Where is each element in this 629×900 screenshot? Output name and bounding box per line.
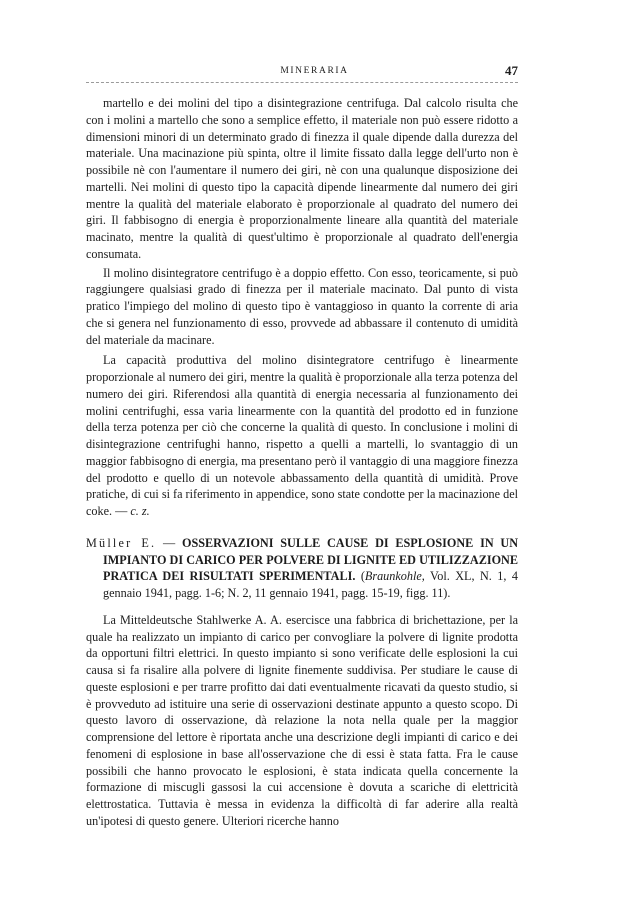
header-rule	[86, 82, 518, 83]
page-number: 47	[505, 63, 518, 78]
running-title: MINERARIA	[280, 66, 349, 76]
reference-details: Vol. XL, N. 1, 4 gennaio 1941, pagg. 1-6; N. 2, 11 gennaio 1941, pagg. 15-19, figg. 11).	[103, 569, 518, 600]
author-initials: c. z.	[130, 504, 150, 518]
paragraph-capacity-conclusion	[86, 352, 518, 520]
paragraph-centrifugal-mill: Il molino disintegratore centrifugo è a doppio effetto. Con esso, teoricamente, si può raggiungere qualsiasi grado di finezza per il materiale macinato. Dal punto di vista pratico l'impiego del molino di questo tipo è vantaggioso in quanto la corrente di aria che si genera nel funzionamento di esso, provvede ad abbassare il contenuto di umidità del materiale da macinare.	[86, 265, 518, 347]
reference-heading	[86, 535, 518, 602]
reference-author: Müller E.	[86, 535, 157, 550]
paragraph-capacity-text: La capacità produttiva del molino disintegratore centrifugo è linearmente proporzionale al numero dei giri, mentre la qualità è proporzionale alla terza potenza del numero dei giri. Riferendosi alla quantità di energia necessaria al funzionamento dei molini centrifughi, essa varia linearmente con la quantità del prodotto ed in funzione della terza potenza per ciò che concerne la qualità di questo. In conclusione i molini di disintegrazione centrifughi hanno, rispetto a quelli a martelli, lo svantaggio di un maggior fabbisogno di energia, ma presentano però il vantaggio di una maggiore finezza del prodotto e quello di un notevole abbassamento della quantità di umidità. Prove pratiche, di cui si fa riferimento in appendice, sono state condotte per la macinazione del coke. —	[86, 353, 518, 518]
body-text	[86, 95, 518, 830]
paragraph-explosion-study: La Mitteldeutsche Stahlwerke A. A. esercisce una fabbrica di brichettazione, per la quale ha realizzato un impianto di carico per convogliare la polvere di lignite prodotta da opportuni filtri elettrici. In questo impianto si sono verificate delle esplosioni la cui causa si fa risalire alla polvere di lignite finemente suddivisa. Per studiare le cause di queste esplosioni e per trarre profitto dai dati eventualmente ricavati da questo studio, si è provveduto ad istituire una serie di osservazioni destinate appunto a questo scopo. Di questo lavoro di osservazione, dà relazione la nota nella quale per la maggior comprensione del lettore è riportata anche una descrizione degli impianti di carico e dei fenomeni di esplosione in base all'osservazione che di essi è stata fatta. Fra le cause possibili che hanno provocato le esplosioni, è stata indicata quella concernente la formazione di miscugli gassosi la cui accensione è dovuta a scariche di elettricità elettrostatica. Tuttavia è messa in evidenza la difficoltà di far aderire alla realtà un'ipotesi di questo genere. Ulteriori ricerche hanno	[86, 612, 518, 828]
reference-open-paren: (	[355, 569, 365, 584]
paragraph-mill-comparison: martello e dei molini del tipo a disintegrazione centrifuga. Dal calcolo risulta che con i molini a martello che sono a semplice effetto, il materiale non può essere ridotto a dimensioni minori di un determinato grado di finezza il quale dipende dalla durezza del materiale. Una macinazione più spinta, oltre il limite fissato dalla legge dell'urto non è possibile nè con l'aumentare il numero dei giri, nè con una qualunque disposizione dei martelli. Nei molini di questo tipo la capacità dipende linearmente dal numero dei giri mentre la qualità del materiale elaborato è proporzionale al quadrato del numero dei giri. Il fabbisogno di energia è proporzionalmente lineare alla quantità del materiale macinato, mentre la qualità di quest'ultimo è proporzionale al quadrato dell'energia consumata.	[86, 96, 518, 261]
reference-dash: —	[156, 535, 182, 550]
reference-title: OSSERVAZIONI SULLE CAUSE DI ESPLOSIONE IN UN IMPIANTO DI CARICO PER POLVERE DI LIGNITE ED UTILIZZAZIONE PRATICA DEI RISULTATI SPERIMENTALI.	[103, 535, 519, 584]
reference-journal: Braunkohle,	[364, 569, 425, 584]
